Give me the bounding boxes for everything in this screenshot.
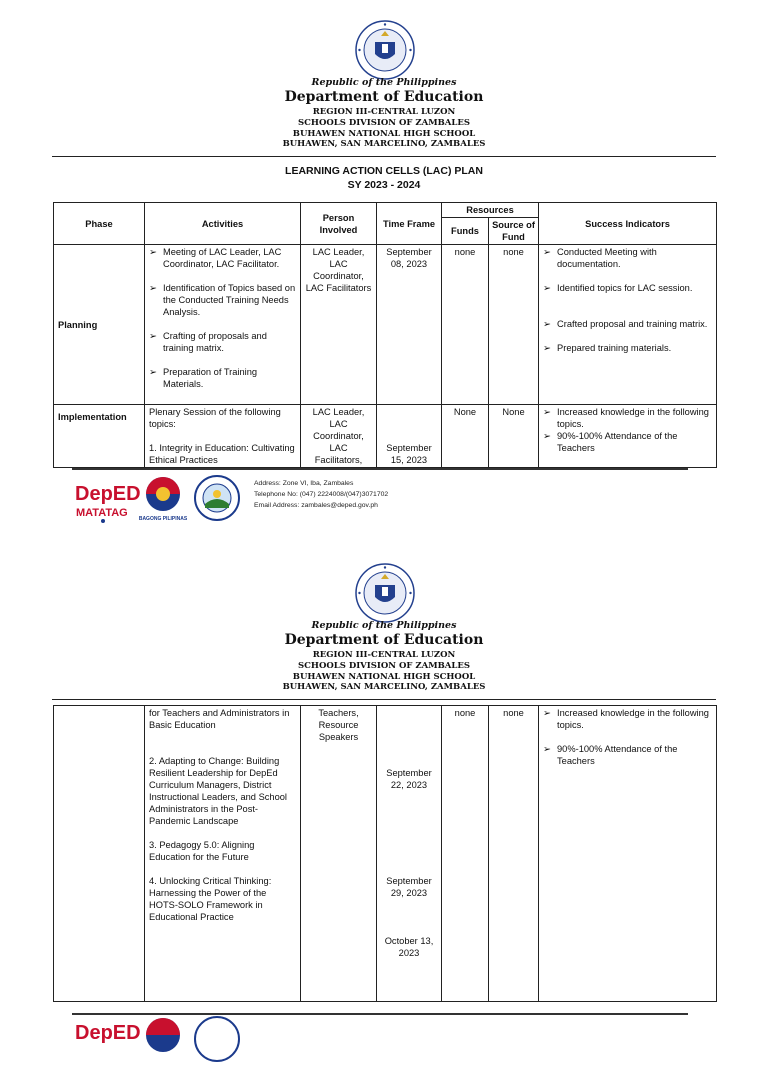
footer-address: Address: Zone VI, Iba, Zambales Telephone No: (047) 2224008/(047)3071702 Email Address: zambales@deped.gov.ph xyxy=(254,480,389,509)
arrow-bullet-icon: ➢ xyxy=(543,247,551,257)
col-header-funds: Funds xyxy=(442,218,489,245)
implementation-source: None xyxy=(489,405,539,468)
republic-label: Republic of the Philippines xyxy=(311,77,457,88)
continued-person: Teachers, Resource Speakers xyxy=(301,706,377,1002)
col-header-activities: Activities xyxy=(145,203,301,245)
continued-success xyxy=(539,706,717,1002)
implementation-time: September 15, 2023 xyxy=(377,405,442,468)
bagong-pilipinas-logo-icon xyxy=(137,1015,189,1065)
col-header-resources: Resources xyxy=(442,203,539,218)
phase-empty xyxy=(54,706,145,1002)
footer-divider xyxy=(72,468,688,470)
arrow-bullet-icon: ➢ xyxy=(543,431,551,441)
planning-person: LAC Leader, LAC Coordinator, LAC Facilitators xyxy=(301,245,377,405)
department-title: Department of Education xyxy=(284,632,484,648)
deped-matatag-logo-icon xyxy=(74,1017,141,1063)
deped-seal-icon xyxy=(355,563,415,623)
phase-implementation: Implementation xyxy=(54,405,145,468)
schools-division-seal-icon xyxy=(193,1015,241,1063)
list-item: ➢ Increased knowledge in the following topics. xyxy=(543,708,709,730)
header-divider xyxy=(52,699,716,700)
header-divider xyxy=(52,156,716,157)
arrow-bullet-icon: ➢ xyxy=(543,343,551,353)
col-header-time: Time Frame xyxy=(377,203,442,245)
arrow-bullet-icon: ➢ xyxy=(543,319,551,329)
svg-text:DepED: DepED xyxy=(75,1022,141,1044)
bagong-pilipinas-logo-icon xyxy=(137,474,189,524)
list-item: ➢ Conducted Meeting with documentation. xyxy=(543,247,657,269)
table-row xyxy=(54,706,717,1002)
continued-time xyxy=(377,706,442,1002)
schools-division-seal-icon xyxy=(193,474,241,522)
region-label: REGION III-CENTRAL LUZON xyxy=(312,650,456,660)
deped-seal-icon xyxy=(355,20,415,80)
lac-plan-table xyxy=(53,202,717,468)
department-title: Department of Education xyxy=(284,89,484,105)
republic-label: Republic of the Philippines xyxy=(311,620,457,631)
arrow-bullet-icon: ➢ xyxy=(543,407,551,417)
list-item: ➢ Identified topics for LAC session. xyxy=(543,283,693,293)
table-row xyxy=(54,245,717,405)
document-page-2 xyxy=(0,543,768,1044)
division-label: SCHOOLS DIVISION OF ZAMBALES xyxy=(298,118,470,128)
list-item: ➢ 90%-100% Attendance of the Teachers xyxy=(543,431,678,453)
col-header-phase: Phase xyxy=(54,203,145,245)
plan-title: LEARNING ACTION CELLS (LAC) PLAN xyxy=(285,165,483,177)
division-label: SCHOOLS DIVISION OF ZAMBALES xyxy=(298,661,470,671)
planning-funds: none xyxy=(442,245,489,405)
activity-item: for Teachers and Administrators in Basic Education xyxy=(149,708,290,730)
school-label: BUHAWEN NATIONAL HIGH SCHOOL xyxy=(292,672,476,682)
lac-plan-table-continued xyxy=(53,705,717,1002)
implementation-funds: None xyxy=(442,405,489,468)
time-item: October 13, 2023 xyxy=(384,936,434,958)
continued-funds: none xyxy=(442,706,489,1002)
activity-item: 3. Pedagogy 5.0: Aligning Education for the Future xyxy=(149,840,255,862)
list-item: ➢ 90%-100% Attendance of the Teachers xyxy=(543,744,678,766)
implementation-activities xyxy=(145,405,301,468)
arrow-bullet-icon: ➢ xyxy=(543,744,551,754)
list-item: ➢ Meeting of LAC Leader, LAC Coordinator, LAC Facilitator. xyxy=(149,247,282,269)
svg-text:MATATAG: MATATAG xyxy=(76,507,128,519)
table-header-row xyxy=(54,203,717,218)
implementation-success xyxy=(539,405,717,468)
activity-item: 1. Integrity in Education: Cultivating Ethical Practices xyxy=(149,443,295,465)
time-item: September 22, 2023 xyxy=(386,768,432,790)
col-header-source: Source of Fund xyxy=(489,218,539,245)
arrow-bullet-icon: ➢ xyxy=(543,283,551,293)
list-item: ➢ Identification of Topics based on the Conducted Training Needs Analysis. xyxy=(149,283,296,317)
arrow-bullet-icon: ➢ xyxy=(543,708,551,718)
location-label: BUHAWEN, SAN MARCELINO, ZAMBALES xyxy=(282,682,486,692)
time-item: September 29, 2023 xyxy=(386,876,432,898)
school-year: SY 2023 - 2024 xyxy=(347,179,421,191)
list-item: ➢ Increased knowledge in the following topics. xyxy=(543,407,709,429)
arrow-bullet-icon: ➢ xyxy=(149,331,157,341)
continued-activities xyxy=(145,706,301,1002)
arrow-bullet-icon: ➢ xyxy=(149,367,157,377)
table-row xyxy=(54,405,717,468)
col-header-success: Success Indicators xyxy=(539,203,717,245)
col-header-person: Person Involved xyxy=(301,203,377,245)
school-label: BUHAWEN NATIONAL HIGH SCHOOL xyxy=(292,129,476,139)
activity-item: 2. Adapting to Change: Building Resilient Leadership for DepEd Curriculum Managers, District Instructional Leaders, and School Administrators in the Post-Pandemic Landscape xyxy=(149,756,287,826)
arrow-bullet-icon: ➢ xyxy=(149,283,157,293)
phase-planning: Planning xyxy=(54,245,145,405)
implementation-person: LAC Leader, LAC Coordinator, LAC Facilitators, xyxy=(301,405,377,468)
svg-text:BAGONG PILIPINAS: BAGONG PILIPINAS xyxy=(138,516,188,522)
activity-item: 4. Unlocking Critical Thinking: Harnessing the Power of the HOTS-SOLO Framework in Educational Practice xyxy=(149,876,272,922)
planning-success xyxy=(539,245,717,405)
continued-source: none xyxy=(489,706,539,1002)
list-item: ➢ Crafted proposal and training matrix. xyxy=(543,319,708,329)
arrow-bullet-icon: ➢ xyxy=(149,247,157,257)
list-item: ➢ Preparation of Training Materials. xyxy=(149,367,258,389)
deped-matatag-logo-icon xyxy=(74,478,141,524)
svg-text:DepED: DepED xyxy=(75,483,141,505)
location-label: BUHAWEN, SAN MARCELINO, ZAMBALES xyxy=(282,139,486,149)
region-label: REGION III-CENTRAL LUZON xyxy=(312,107,456,117)
planning-activities xyxy=(145,245,301,405)
list-item: ➢ Crafting of proposals and training matrix. xyxy=(149,331,267,353)
planning-time: September 08, 2023 xyxy=(377,245,442,405)
planning-source: none xyxy=(489,245,539,405)
activity-intro: Plenary Session of the following topics: xyxy=(149,407,281,429)
list-item: ➢ Prepared training materials. xyxy=(543,343,672,353)
